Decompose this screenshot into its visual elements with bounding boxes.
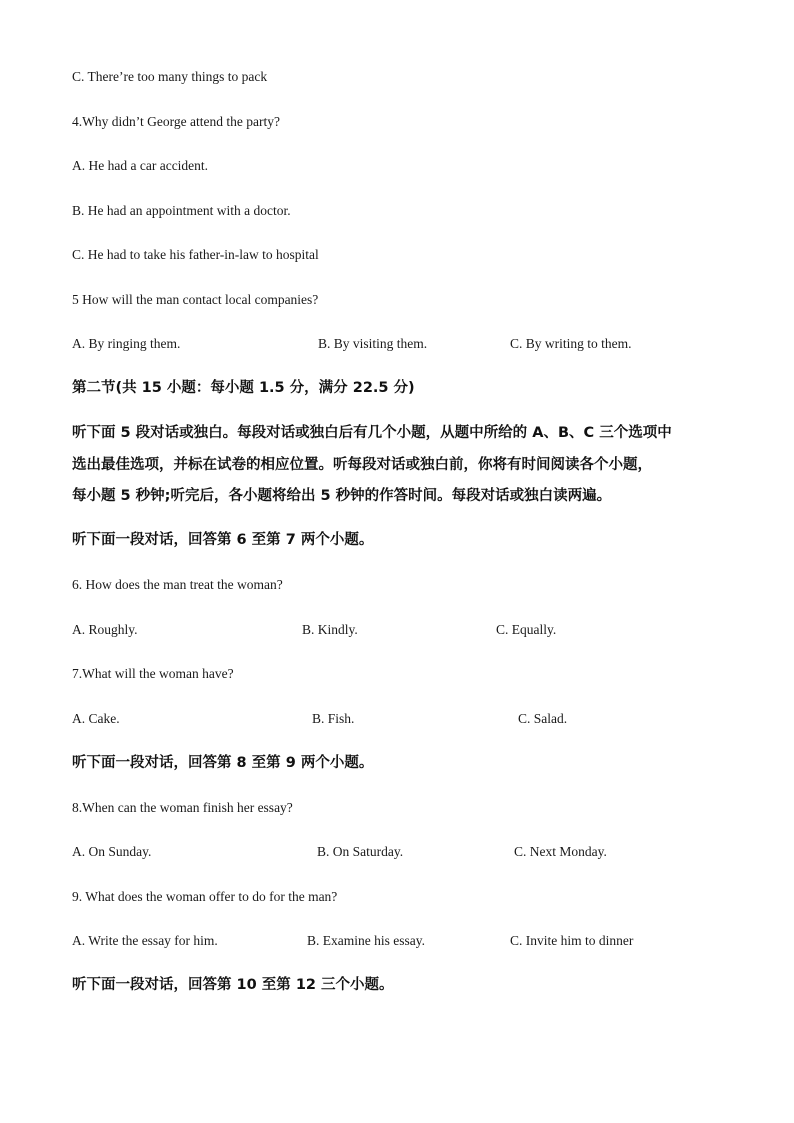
option-5c: C. By writing to them. <box>510 336 632 351</box>
option-9a: A. Write the essay for him. <box>72 933 218 948</box>
instructions-line-3: 每小题 5 秒钟;听完后，各小题将给出 5 秒钟的作答时间。每段对话或独白读两遍。 <box>72 488 612 504</box>
option-9c: C. Invite him to dinner <box>510 933 634 948</box>
option-4c: C. He had to take his father-in-law to hospital <box>72 247 319 262</box>
question-6: 6. How does the man treat the woman? <box>72 577 283 592</box>
option-4b: B. He had an appointment with a doctor. <box>72 203 291 218</box>
question-8: 8.When can the woman finish her essay? <box>72 800 293 815</box>
option-6b: B. Kindly. <box>302 622 358 637</box>
question-4: 4.Why didn’t George attend the party? <box>72 114 280 129</box>
question-7: 7.What will the woman have? <box>72 666 234 681</box>
dialogue-6-7-heading: 听下面一段对话，回答第 6 至第 7 两个小题。 <box>72 532 374 548</box>
option-4a: A. He had a car accident. <box>72 158 209 173</box>
option-8a: A. On Sunday. <box>72 844 152 859</box>
option-7a: A. Cake. <box>72 711 120 726</box>
question-5: 5 How will the man contact local companies? <box>72 292 319 307</box>
option-3c: C. There’re too many things to pack <box>72 69 268 84</box>
option-9b: B. Examine his essay. <box>307 933 425 948</box>
dialogue-10-12-heading: 听下面一段对话，回答第 10 至第 12 三个小题。 <box>72 977 394 993</box>
section-2-heading: 第二节(共 15 小题：每小题 1.5 分，满分 22.5 分) <box>72 380 415 396</box>
option-8b: B. On Saturday. <box>317 844 404 859</box>
option-6a: A. Roughly. <box>72 622 138 637</box>
option-7b: B. Fish. <box>312 711 355 726</box>
option-5a: A. By ringing them. <box>72 336 181 351</box>
dialogue-8-9-heading: 听下面一段对话，回答第 8 至第 9 两个小题。 <box>72 755 374 771</box>
question-9: 9. What does the woman offer to do for the man? <box>72 889 338 904</box>
instructions-line-2: 选出最佳选项，并标在试卷的相应位置。听每段对话或独白前，你将有时间阅读各个小题， <box>72 457 652 473</box>
option-6c: C. Equally. <box>496 622 557 637</box>
option-8c: C. Next Monday. <box>514 844 607 859</box>
instructions-line-1: 听下面 5 段对话或独白。每段对话或独白后有几个小题，从题中所给的 A、B、C 三个选项中 <box>72 425 672 441</box>
option-7c: C. Salad. <box>518 711 568 726</box>
option-5b: B. By visiting them. <box>318 336 428 351</box>
